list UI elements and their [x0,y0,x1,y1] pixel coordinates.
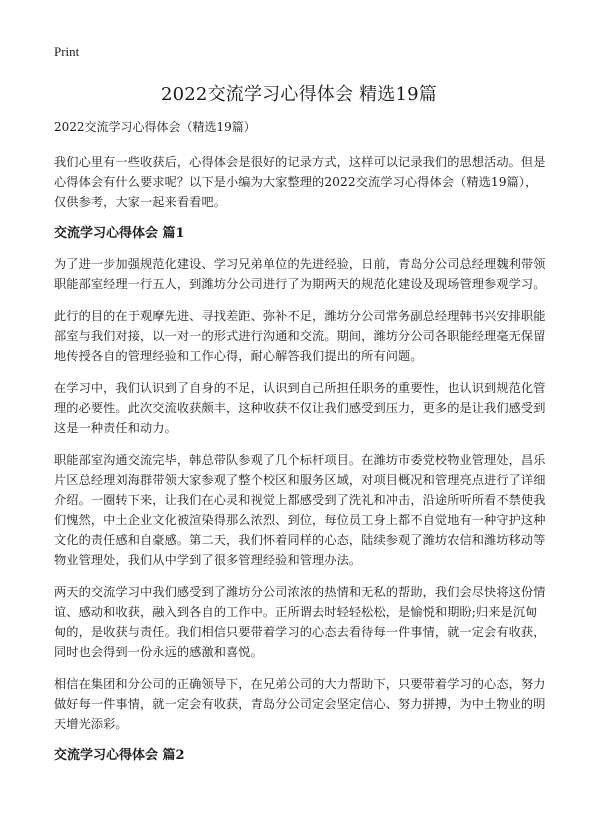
paragraph: 此行的目的在于观摩先进、寻找差距、弥补不足，潍坊分公司常务副总经理韩书兴安排职能部室与我们对接，以一对一的形式进行沟通和交流。期间，潍坊分公司各职能经理毫无保留地传授各自的管理经验和工作心得，耐心解答我们提出的所有问题。 [54,309,546,363]
intro-paragraph: 我们心里有一些收获后，心得体会是很好的记录方式，这样可以记录我们的思想活动。但是心得体会有什么要求呢？以下是小编为大家整理的2022交流学习心得体会（精选19篇），仅供参考，大家一起来看看吧。 [54,155,546,209]
paragraph: 相信在集团和分公司的正确领导下，在兄弟公司的大力帮助下，只要带着学习的心态，努力做好每一件事情，就一定会有收获，青岛分公司定会坚定信心、努力拼搏，为中土物业的明天增光添彩。 [54,677,546,731]
article-subtitle: 2022交流学习心得体会（精选19篇） [54,120,256,134]
article-title: 2022交流学习心得体会 精选19篇 [160,84,438,105]
section-heading: 交流学习心得体会 篇2 [54,748,185,763]
paragraph: 在学习中，我们认识到了自身的不足，认识到自己所担任职务的重要性，也认识到规范化管理的必要性。此次交流收获颇丰，这种收获不仅让我们感受到压力，更多的是让我们感受到这是一种责任和动力。 [54,381,546,435]
article-content [54,118,546,776]
section-heading: 交流学习心得体会 篇1 [54,226,185,241]
paragraph: 两天的交流学习中我们感受到了潍坊分公司浓浓的热情和无私的帮助，我们会尽快将这份情谊、感动和收获，融入到各自的工作中。正所谓去时轻轻松松，是愉悦和期盼;归来是沉甸甸的，是收获与责任。我们相信只要带着学习的心态去看待每一件事情，就一定会有收获，同时也会得到一份永远的感激和喜悦。 [54,585,546,659]
paragraph: 为了进一步加强规范化建设、学习兄弟单位的先进经验，日前，青岛分公司总经理魏利带领职能部室经理一行五人，到潍坊分公司进行了为期两天的规范化建设及现场管理参观学习。 [54,257,546,291]
print-link[interactable]: Print [54,44,80,59]
paragraph: 职能部室沟通交流完毕，韩总带队参观了几个标杆项目。在潍坊市委党校物业管理处，昌乐片区总经理刘海群带领大家参观了整个校区和服务区域，对项目概况和管理亮点进行了详细介绍。一圈转下来，让我们在心灵和视觉上都感受到了洗礼和冲击，沿途所听所看不禁使我们愧然，中土企业文化被渲染得那么浓烈、到位，每位员工身上都不自觉地有一种守护这种文化的责任感和自豪感。第二天，我们怀着同样的心态，陆续参观了潍坊农信和潍坊移动等物业管理处，我们从中学到了很多管理经验和管理办法。 [54,453,546,567]
